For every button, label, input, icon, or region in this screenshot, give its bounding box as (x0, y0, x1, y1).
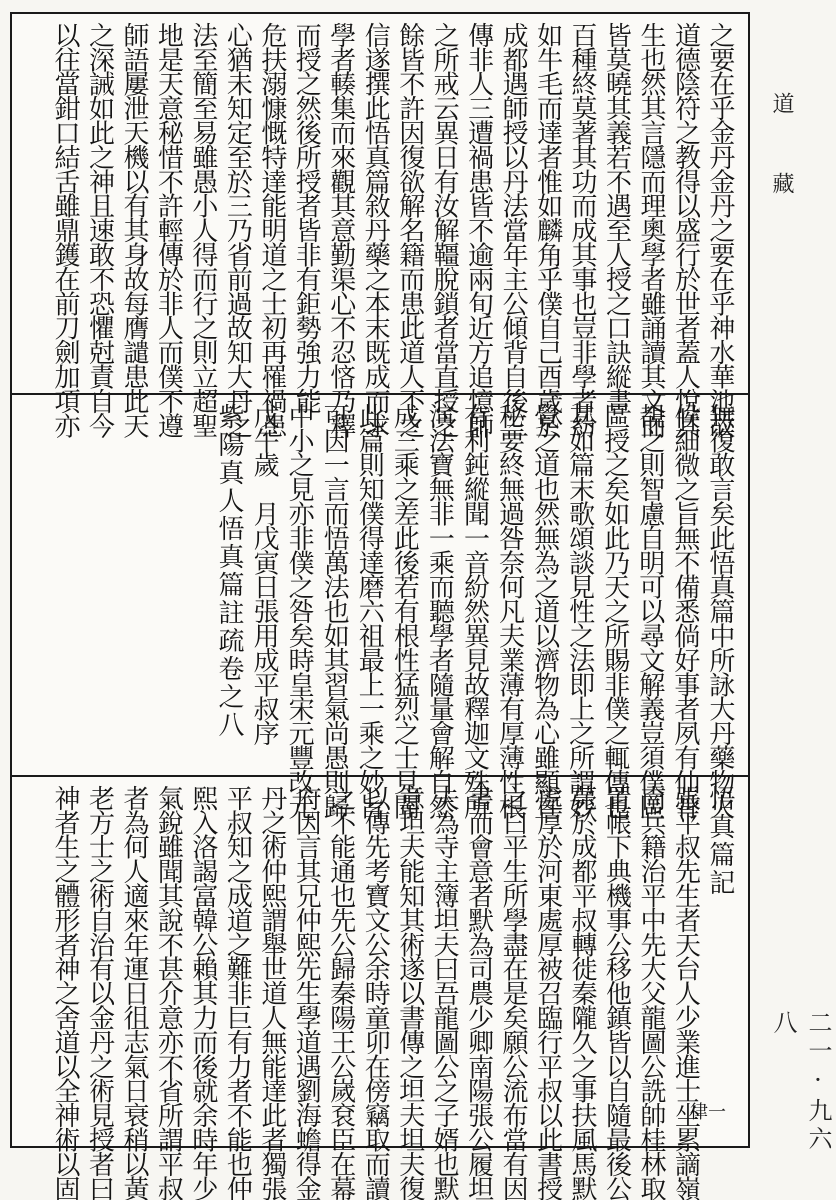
text-column: 危扶溺慷慨特達能明道之士初再罹禍患 (256, 22, 287, 437)
text-column: 熙入洛謁富韓公賴其力而後就余時年少 (187, 785, 218, 1200)
text-column: 成三乘之差此後若有根性猛烈之士見聞 (389, 403, 420, 818)
text-column: 之所戒云異日有汝解韁脫鎖者當直授之 (429, 22, 460, 437)
text-column: 區授之矣如此乃天之所賜非僕之輒傳也 (599, 403, 630, 818)
text-column: 有利鈍縱聞一音紛然異見故釋迦文殊所 (459, 403, 490, 818)
text-column: 平叔知之成道之難非巨有力者不能也仲 (222, 785, 253, 1200)
text-column: 張平叔先生者天台人少業進士坐累謫嶺 (670, 785, 701, 1200)
text-column: 者為何人適來年運日徂志氣日衰稍以黃 (118, 785, 149, 1200)
chapter-end-title: 紫陽真人悟真篇註疏卷之八 (214, 403, 244, 739)
text-column: 書而會意者默為司農少卿南陽張公履坦 (463, 785, 494, 1200)
section-heading: 悟真篇記 (704, 785, 735, 897)
text-column: 中小之見亦非僕之咎矣時皇宋元豐改元 (284, 403, 315, 818)
text-column: 心猶未知定至於三乃省前過故知大丹之 (222, 22, 253, 437)
text-column: 夫為寺主簿坦夫曰吾龍圖公之子婿也默 (429, 785, 460, 1200)
collection-title-char: 藏 (769, 172, 794, 194)
text-column: 其如篇末歌頌談見性之法即上之所謂妙 (564, 403, 595, 818)
text-column: 老方士之術自治有以金丹之術見授者曰 (84, 785, 115, 1200)
text-column: 信遂撰此悟真篇敘丹藥之本末既成而求 (360, 22, 391, 437)
text-column: 生也然其言隱而理奧學者雖誦讀其文而 (635, 22, 666, 437)
text-column: 置帳下典機事公移他鎮皆以自隨最後公 (601, 785, 632, 1200)
text-column: 學者輳集而來觀其意勤渠心不忍悋乃釋 (325, 22, 356, 437)
collection-title-char: 道 (769, 92, 794, 114)
text-column: 之不能通也先公歸秦陽王公嵗袞臣在幕 (325, 785, 356, 1200)
text-column: 秘要終無過咎奈何凡夫業薄有厚薄性根 (494, 403, 525, 818)
text-column: 皆莫曉其義若不遇至人授之口訣縱畫 (601, 22, 632, 413)
text-column: 覩之則智慮自明可以尋文解義豈須僕區 (634, 403, 665, 818)
text-column: 氣銳雖聞其說不甚介意亦不省所謂平叔 (153, 785, 184, 1200)
text-column: 神者生之體形者神之舍道以全神術以固 (50, 785, 80, 1200)
text-column: 之深誡如此之神且速敢不恐懼尅責自今 (84, 22, 115, 437)
text-column: 成都遇師授以丹法當年主公傾背自後三 (498, 22, 529, 437)
text-column: 如牛毛而達者惟如麟角乎僕自己酉歲於 (532, 22, 563, 437)
text-column: 意坦夫能知其術遂以書傳之坦夫坦夫復 (394, 785, 425, 1200)
text-column: 南兵籍治平中先大父龍圖公詵帥桂林取 (635, 785, 666, 1200)
text-column: 演法寶無非一乘而聽學者隨量會解自然 (424, 403, 455, 818)
text-column: 百種終莫著其功而成其事也豈非學者紛 (567, 22, 598, 437)
columns-bottom (48, 785, 736, 1200)
register-note: 律一 (690, 1102, 726, 1123)
text-column: 師語屢泄天機以有其身故每膺譴患此天 (118, 22, 149, 437)
text-column: 之曰平生所學盡在是矣願公流布當有因 (498, 785, 529, 1200)
text-column: 此篇則知僕得達磨六祖最上一乘之妙旨 (354, 403, 385, 818)
text-column: 覺之道也然無為之道以濟物為心雖顯宣 (529, 403, 560, 818)
text-column: 府因言其兄仲熙先生學道遇劉海蟾得金 (291, 785, 322, 1200)
text-column: 地是天意秘惜不許輕傳於非人而僕不遵 (153, 22, 184, 437)
text-column: 薨於成都平叔轉徙秦隴久之事扶風馬默 (567, 785, 598, 1200)
text-column: 以傳先考寶文公余時童卯在傍竊取而讀 (360, 785, 391, 1200)
page-margin (758, 0, 832, 1161)
date-signature-column: 戊午歲 月戊寅日張用成平叔序 (249, 403, 280, 745)
columns-middle (212, 403, 736, 818)
text-panel-middle (12, 393, 748, 818)
text-column: 可因一言而悟萬法也如其習氣尚愚則歸 (319, 403, 350, 818)
text-column: 處厚於河東處厚被召臨行平叔以此書授 (532, 785, 563, 1200)
text-panel-top (12, 14, 748, 437)
text-column: 無復敢言矣此悟真篇中所詠大丹藥物火 (704, 403, 735, 818)
text-column: 而授之然後所授者皆非有鉅勢強力能 (291, 22, 322, 413)
text-column: 候細微之旨無不備悉倘好事者夙有仙骨 (669, 403, 700, 818)
columns-top (48, 22, 736, 437)
text-column: 之要在乎金丹金丹之要在乎神水華池故 (704, 22, 735, 437)
text-column: 道德陰符之教得以盛行於世者蓋人悅其 (670, 22, 701, 437)
text-column: 丹之術仲熙謂舉世道人無能達此者獨張 (256, 785, 287, 1200)
page-number: 二一·九六八 (769, 1010, 832, 1154)
text-panel-bottom (12, 775, 748, 1200)
text-column: 法至簡至易雖愚小人得而行之則立超聖 (187, 22, 218, 437)
text-column: 餘皆不許因復欲解名籍而患此道人不之 (394, 22, 425, 437)
sutra-page-frame (10, 12, 750, 1200)
text-column: 以往當鉗口結舌雖鼎鑊在前刀劍加項亦 (50, 22, 80, 437)
text-column: 傳非人三遭禍患皆不逾兩旬近方追憶師 (463, 22, 494, 437)
